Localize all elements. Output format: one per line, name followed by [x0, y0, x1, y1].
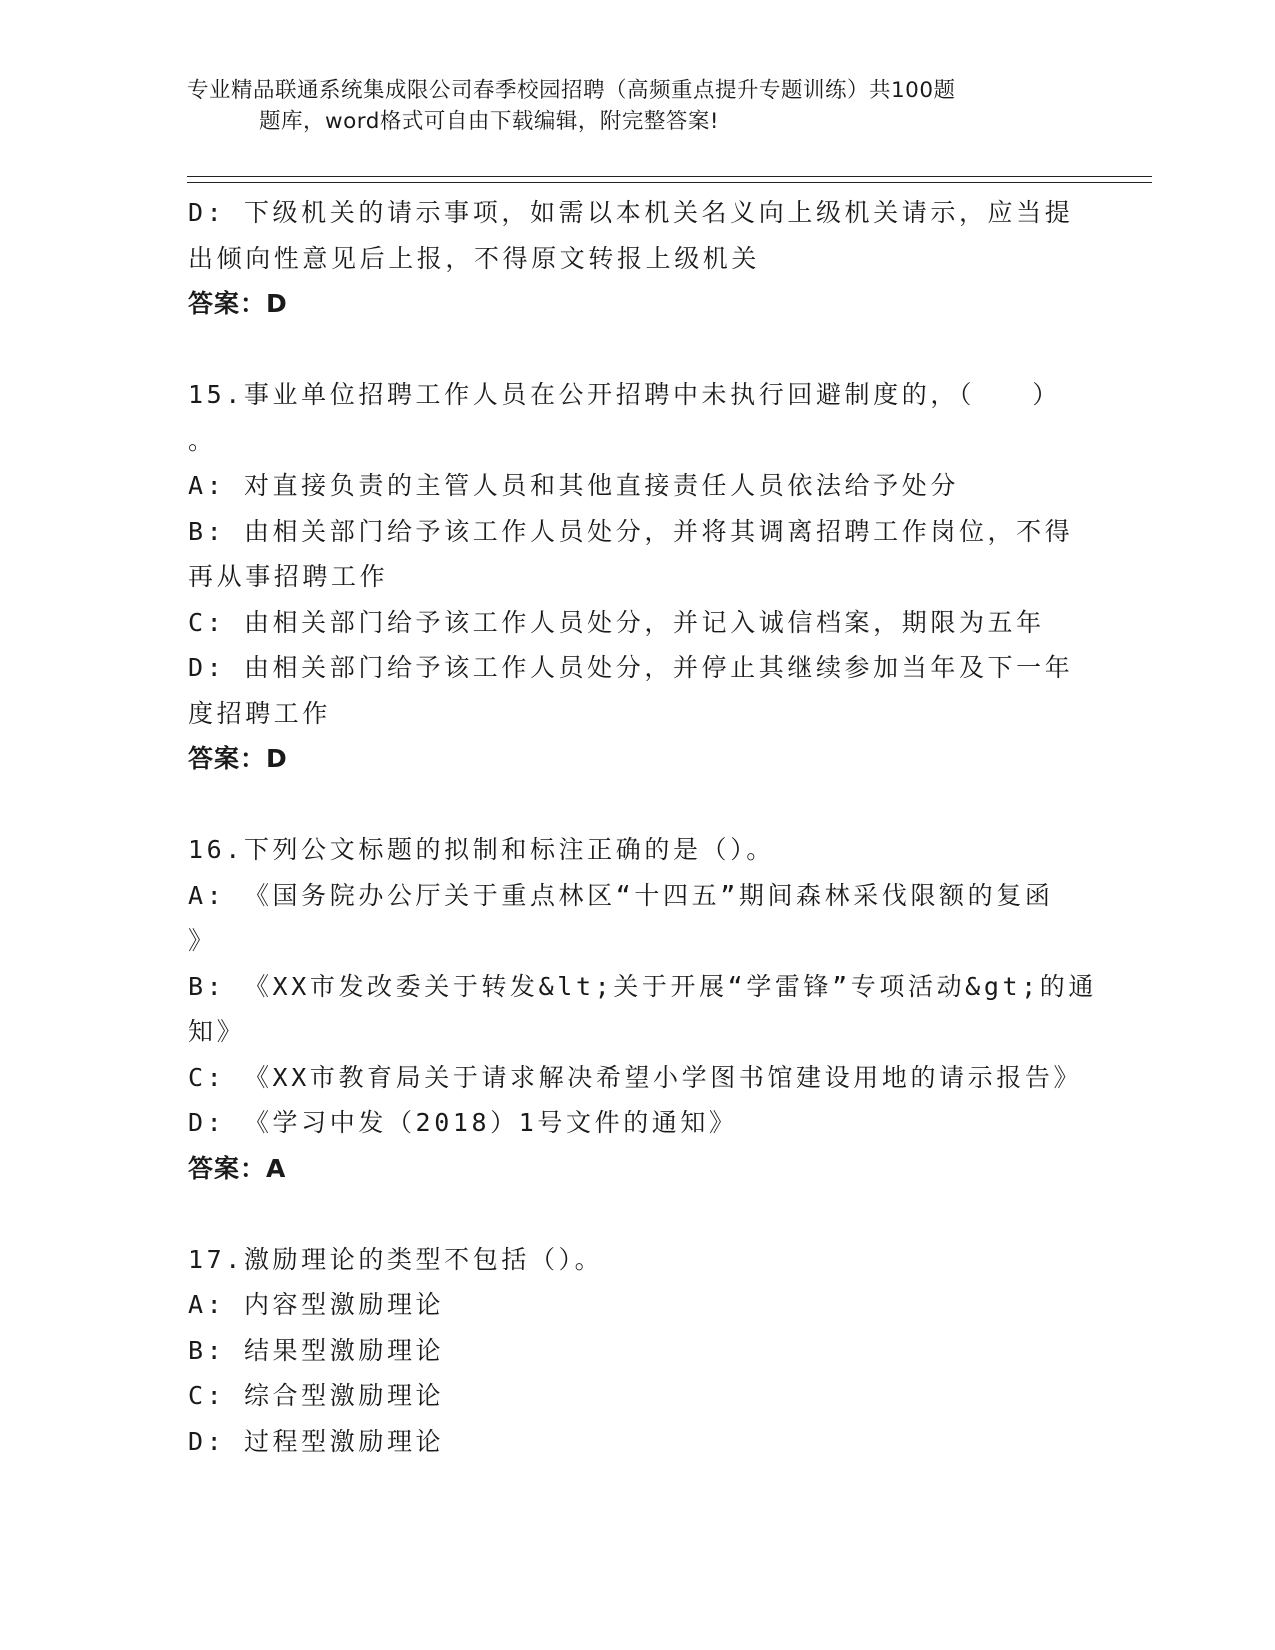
- question-16: [188, 827, 1097, 1191]
- q15-option-c: C: 由相关部门给予该工作人员处分，并记入诚信档案，期限为五年: [188, 607, 1045, 637]
- spacer: [188, 327, 1088, 373]
- question-content: [188, 190, 1097, 1464]
- q15-option-b-line2: 再从事招聘工作: [188, 562, 389, 591]
- q16-option-d: D: 《学习中发（2018）1号文件的通知》: [188, 1108, 738, 1137]
- q16-option-a-line1: A: 《国务院办公厅关于重点林区“十四五”期间森林采伐限额的复函: [188, 880, 1054, 910]
- header-title-line1: 专业精品联通系统集成限公司春季校园招聘（高频重点提升专题训练）共100题: [187, 78, 956, 103]
- question-15: [188, 372, 1088, 782]
- q17-option-d: D: 过程型激励理论: [188, 1426, 445, 1456]
- q15-stem-line1: 15.事业单位招聘工作人员在公开招聘中未执行回避制度的，（ ）: [188, 380, 1061, 409]
- q16-option-b-line2: 知》: [188, 1017, 246, 1046]
- q17-option-a: A: 内容型激励理论: [188, 1290, 445, 1319]
- q15-stem-line2: 。: [188, 425, 217, 455]
- q17-stem: 17.激励理论的类型不包括（）。: [188, 1244, 604, 1274]
- q15-option-b-line1: B: 由相关部门给予该工作人员处分，并将其调离招聘工作岗位，不得: [188, 516, 1074, 546]
- q16-option-c: C: 《XX市教育局关于请求解决希望小学图书馆建设用地的请示报告》: [188, 1062, 1083, 1092]
- header-rule-top: [187, 176, 1152, 177]
- q15-option-d-line2: 度招聘工作: [188, 698, 332, 728]
- q15-option-d-line1: D: 由相关部门给予该工作人员处分，并停止其继续参加当年及下一年: [188, 653, 1074, 682]
- q17-option-b: B: 结果型激励理论: [188, 1335, 445, 1365]
- q16-answer: 答案：A: [188, 1153, 287, 1183]
- q16-option-a-line2: 》: [188, 926, 217, 955]
- q15-option-a: A: 对直接负责的主管人员和其他直接责任人员依法给予处分: [188, 471, 959, 500]
- q16-option-b-line1: B: 《XX市发改委关于转发&lt;关于开展“学雷锋”专项活动&gt;的通: [188, 971, 1097, 1001]
- header-title-line2: 题库，word格式可自由下载编辑，附完整答案!: [259, 109, 719, 134]
- spacer: [188, 782, 1088, 828]
- q14-option-d-line1: D: 下级机关的请示事项，如需以本机关名义向上级机关请示，应当提: [188, 198, 1074, 227]
- question-17: [188, 1237, 1088, 1465]
- q16-stem: 16.下列公文标题的拟制和标注正确的是（）。: [188, 835, 775, 864]
- q17-option-c: C: 综合型激励理论: [188, 1381, 445, 1410]
- q14-option-d-line2: 出倾向性意见后上报，不得原文转报上级机关: [188, 243, 761, 273]
- spacer: [188, 1191, 1088, 1237]
- question-14-tail: [188, 190, 1088, 327]
- document-header: [187, 75, 1067, 137]
- q14-answer: 答案：D: [188, 289, 288, 318]
- header-rule-bottom: [187, 182, 1152, 183]
- q15-answer: 答案：D: [188, 744, 288, 773]
